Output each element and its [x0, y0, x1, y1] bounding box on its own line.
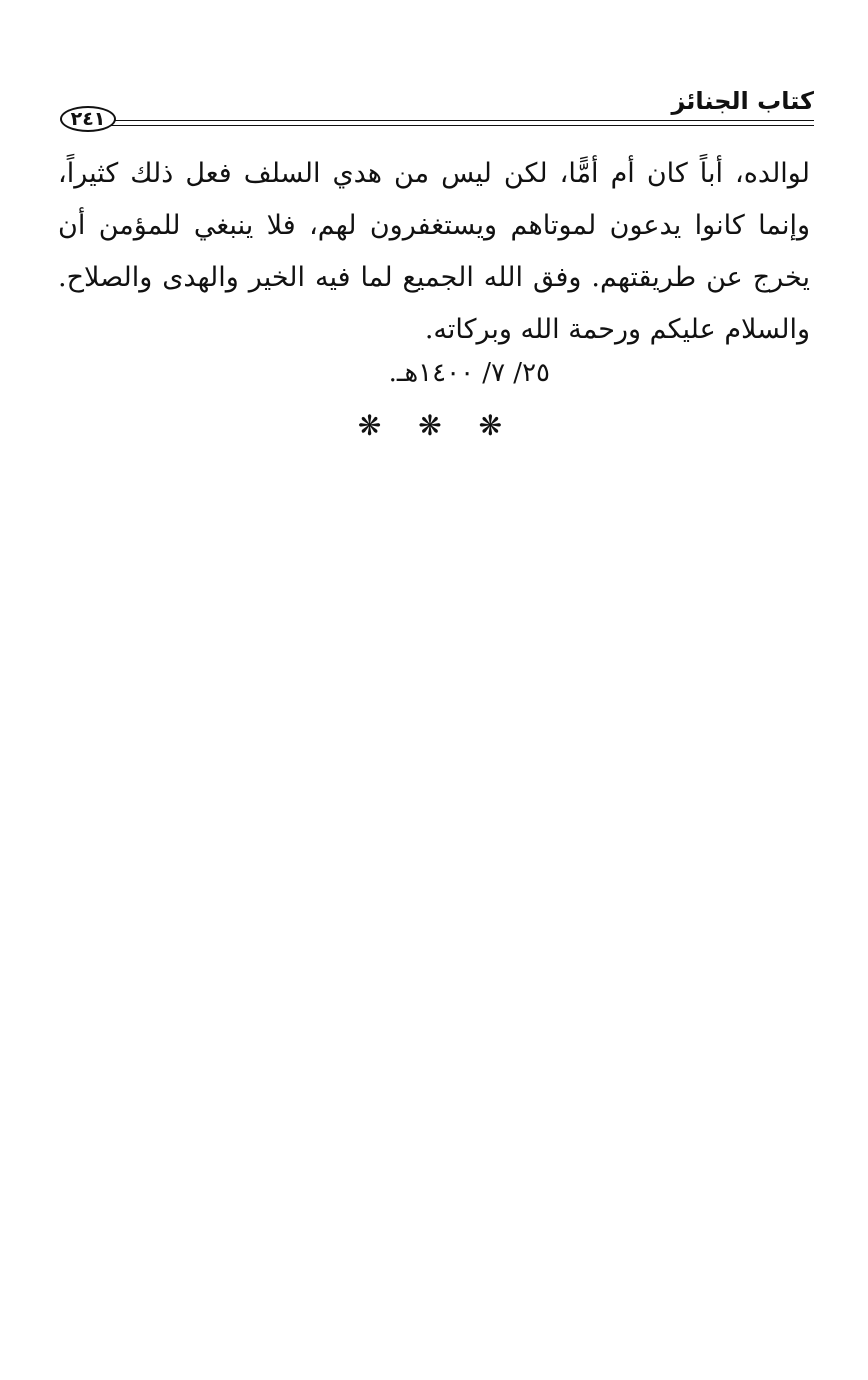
date-line: ٢٥/ ٧/ ١٤٠٠هـ. — [388, 358, 550, 388]
asterism-icon: ❋ — [357, 409, 382, 442]
main-text — [58, 148, 810, 356]
asterism-icon: ❋ — [478, 409, 503, 442]
header-rule — [110, 120, 814, 126]
asterism-icon: ❋ — [418, 409, 442, 442]
book-title: كتاب الجنائز — [671, 87, 814, 115]
running-header — [58, 84, 814, 132]
page-number: ٢٤١ — [60, 106, 116, 132]
paragraph: لوالده، أباً كان أم أمًّا، لكن ليس من هدي السلف فعل ذلك كثيراً، وإنما كانوا يدعون لموتاهم ويستغفرون لهم، فلا ينبغي للمؤمن أن يخرج عن طريقتهم. وفق الله الجميع لما فيه الخير والهدى والصلاح. والسلام عليكم ورحمة الله وبركاته. — [58, 158, 810, 345]
section-separator — [340, 408, 520, 444]
